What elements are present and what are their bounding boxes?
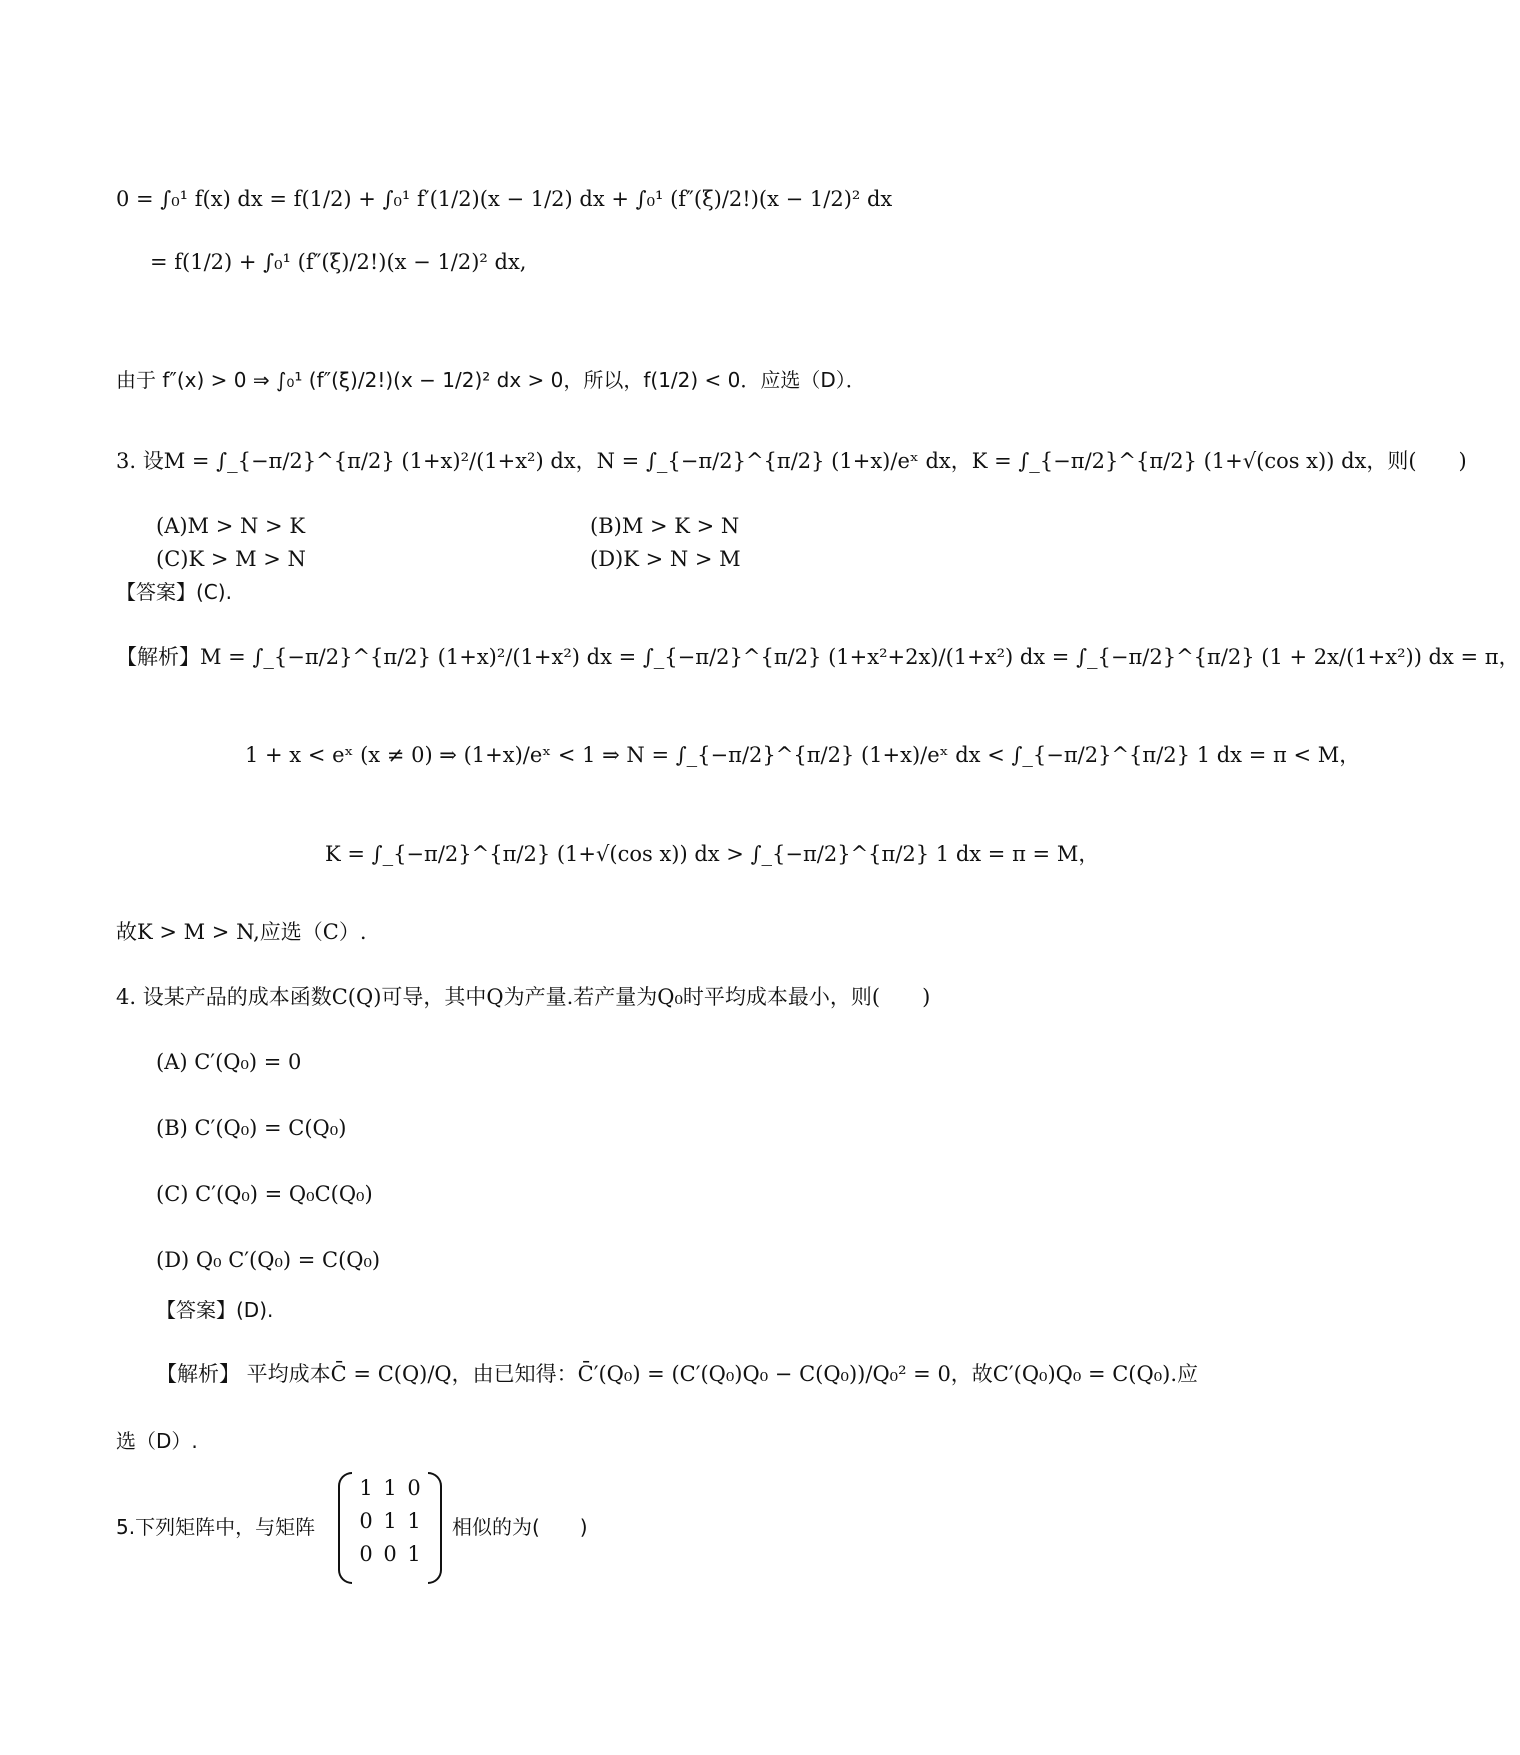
- matrix-cell: 1: [383, 1476, 397, 1500]
- q4-option-c: (C) C′(Q₀) = Q₀C(Q₀): [156, 1182, 373, 1206]
- matrix-grid: [354, 1476, 426, 1575]
- proof-conclusion: 由于 f″(x) > 0 ⇒ ∫₀¹ (f″(ξ)/2!)(x − 1/2)² dx > 0，所以，f(1/2) < 0．应选（D）．: [116, 368, 866, 392]
- q3-option-b: (B)M > K > N: [590, 514, 740, 538]
- q3-analysis-1: 【解析】M = ∫_{−π/2}^{π/2} (1+x)²/(1+x²) dx = ∫_{−π/2}^{π/2} (1+x²+2x)/(1+x²) dx = ∫_{−π/2}^{π/2} (1 + 2x/(1+x²)) dx = π，: [116, 645, 1520, 669]
- q3-analysis-4: 故K > M > N,应选（C）.: [116, 920, 367, 944]
- q4-option-b: (B) C′(Q₀) = C(Q₀): [156, 1116, 347, 1140]
- matrix-cell: 1: [359, 1476, 373, 1500]
- q4-analysis-1: 【解析】 平均成本C̄ = C(Q)/Q，由已知得：C̄′(Q₀) = (C′(Q₀)Q₀ − C(Q₀))/Q₀² = 0，故C′(Q₀)Q₀ = C(Q₀).应: [156, 1362, 1199, 1386]
- matrix-cell: 0: [359, 1509, 373, 1533]
- matrix-cell: 1: [407, 1509, 421, 1533]
- q5-matrix: [338, 1472, 442, 1580]
- q4-answer: 【答案】(D).: [156, 1298, 274, 1322]
- q4-option-d: (D) Q₀ C′(Q₀) = C(Q₀): [156, 1248, 381, 1272]
- q3-analysis-3: K = ∫_{−π/2}^{π/2} (1+√(cos x)) dx > ∫_{−π/2}^{π/2} 1 dx = π = M，: [325, 842, 1100, 866]
- q4-option-a: (A) C′(Q₀) = 0: [156, 1050, 302, 1074]
- matrix-cell: 0: [383, 1542, 397, 1566]
- q4-stem: 4. 设某产品的成本函数C(Q)可导，其中Q为产量.若产量为Q₀时平均成本最小，则( ): [116, 985, 931, 1009]
- q3-option-a: (A)M > N > K: [156, 514, 306, 538]
- matrix-cell: 1: [383, 1509, 397, 1533]
- matrix-cell: 0: [407, 1476, 421, 1500]
- q3-option-c: (C)K > M > N: [156, 547, 306, 571]
- proof-line-1: 0 = ∫₀¹ f(x) dx = f(1/2) + ∫₀¹ f′(1/2)(x − 1/2) dx + ∫₀¹ (f″(ξ)/2!)(x − 1/2)² dx: [116, 187, 893, 211]
- proof-line-2: = f(1/2) + ∫₀¹ (f″(ξ)/2!)(x − 1/2)² dx,: [150, 250, 527, 274]
- q3-option-d: (D)K > N > M: [590, 547, 741, 571]
- q5-prefix: 5.下列矩阵中，与矩阵: [116, 1515, 316, 1539]
- matrix-right-bracket: [428, 1472, 442, 1584]
- q5-suffix: 相似的为( ): [452, 1515, 588, 1539]
- q3-stem: 3. 设M = ∫_{−π/2}^{π/2} (1+x)²/(1+x²) dx，N = ∫_{−π/2}^{π/2} (1+x)/eˣ dx，K = ∫_{−π/2}^{π/2} (1+√(cos x)) dx，则( ): [116, 449, 1467, 473]
- q3-answer: 【答案】(C).: [116, 580, 232, 604]
- matrix-cell: 0: [359, 1542, 373, 1566]
- q4-analysis-2: 选（D）.: [116, 1429, 198, 1453]
- q3-analysis-2: 1 + x < eˣ (x ≠ 0) ⇒ (1+x)/eˣ < 1 ⇒ N = ∫_{−π/2}^{π/2} (1+x)/eˣ dx < ∫_{−π/2}^{π/2} 1 dx = π < M，: [245, 743, 1361, 767]
- matrix-left-bracket: [338, 1472, 352, 1584]
- matrix-cell: 1: [407, 1542, 421, 1566]
